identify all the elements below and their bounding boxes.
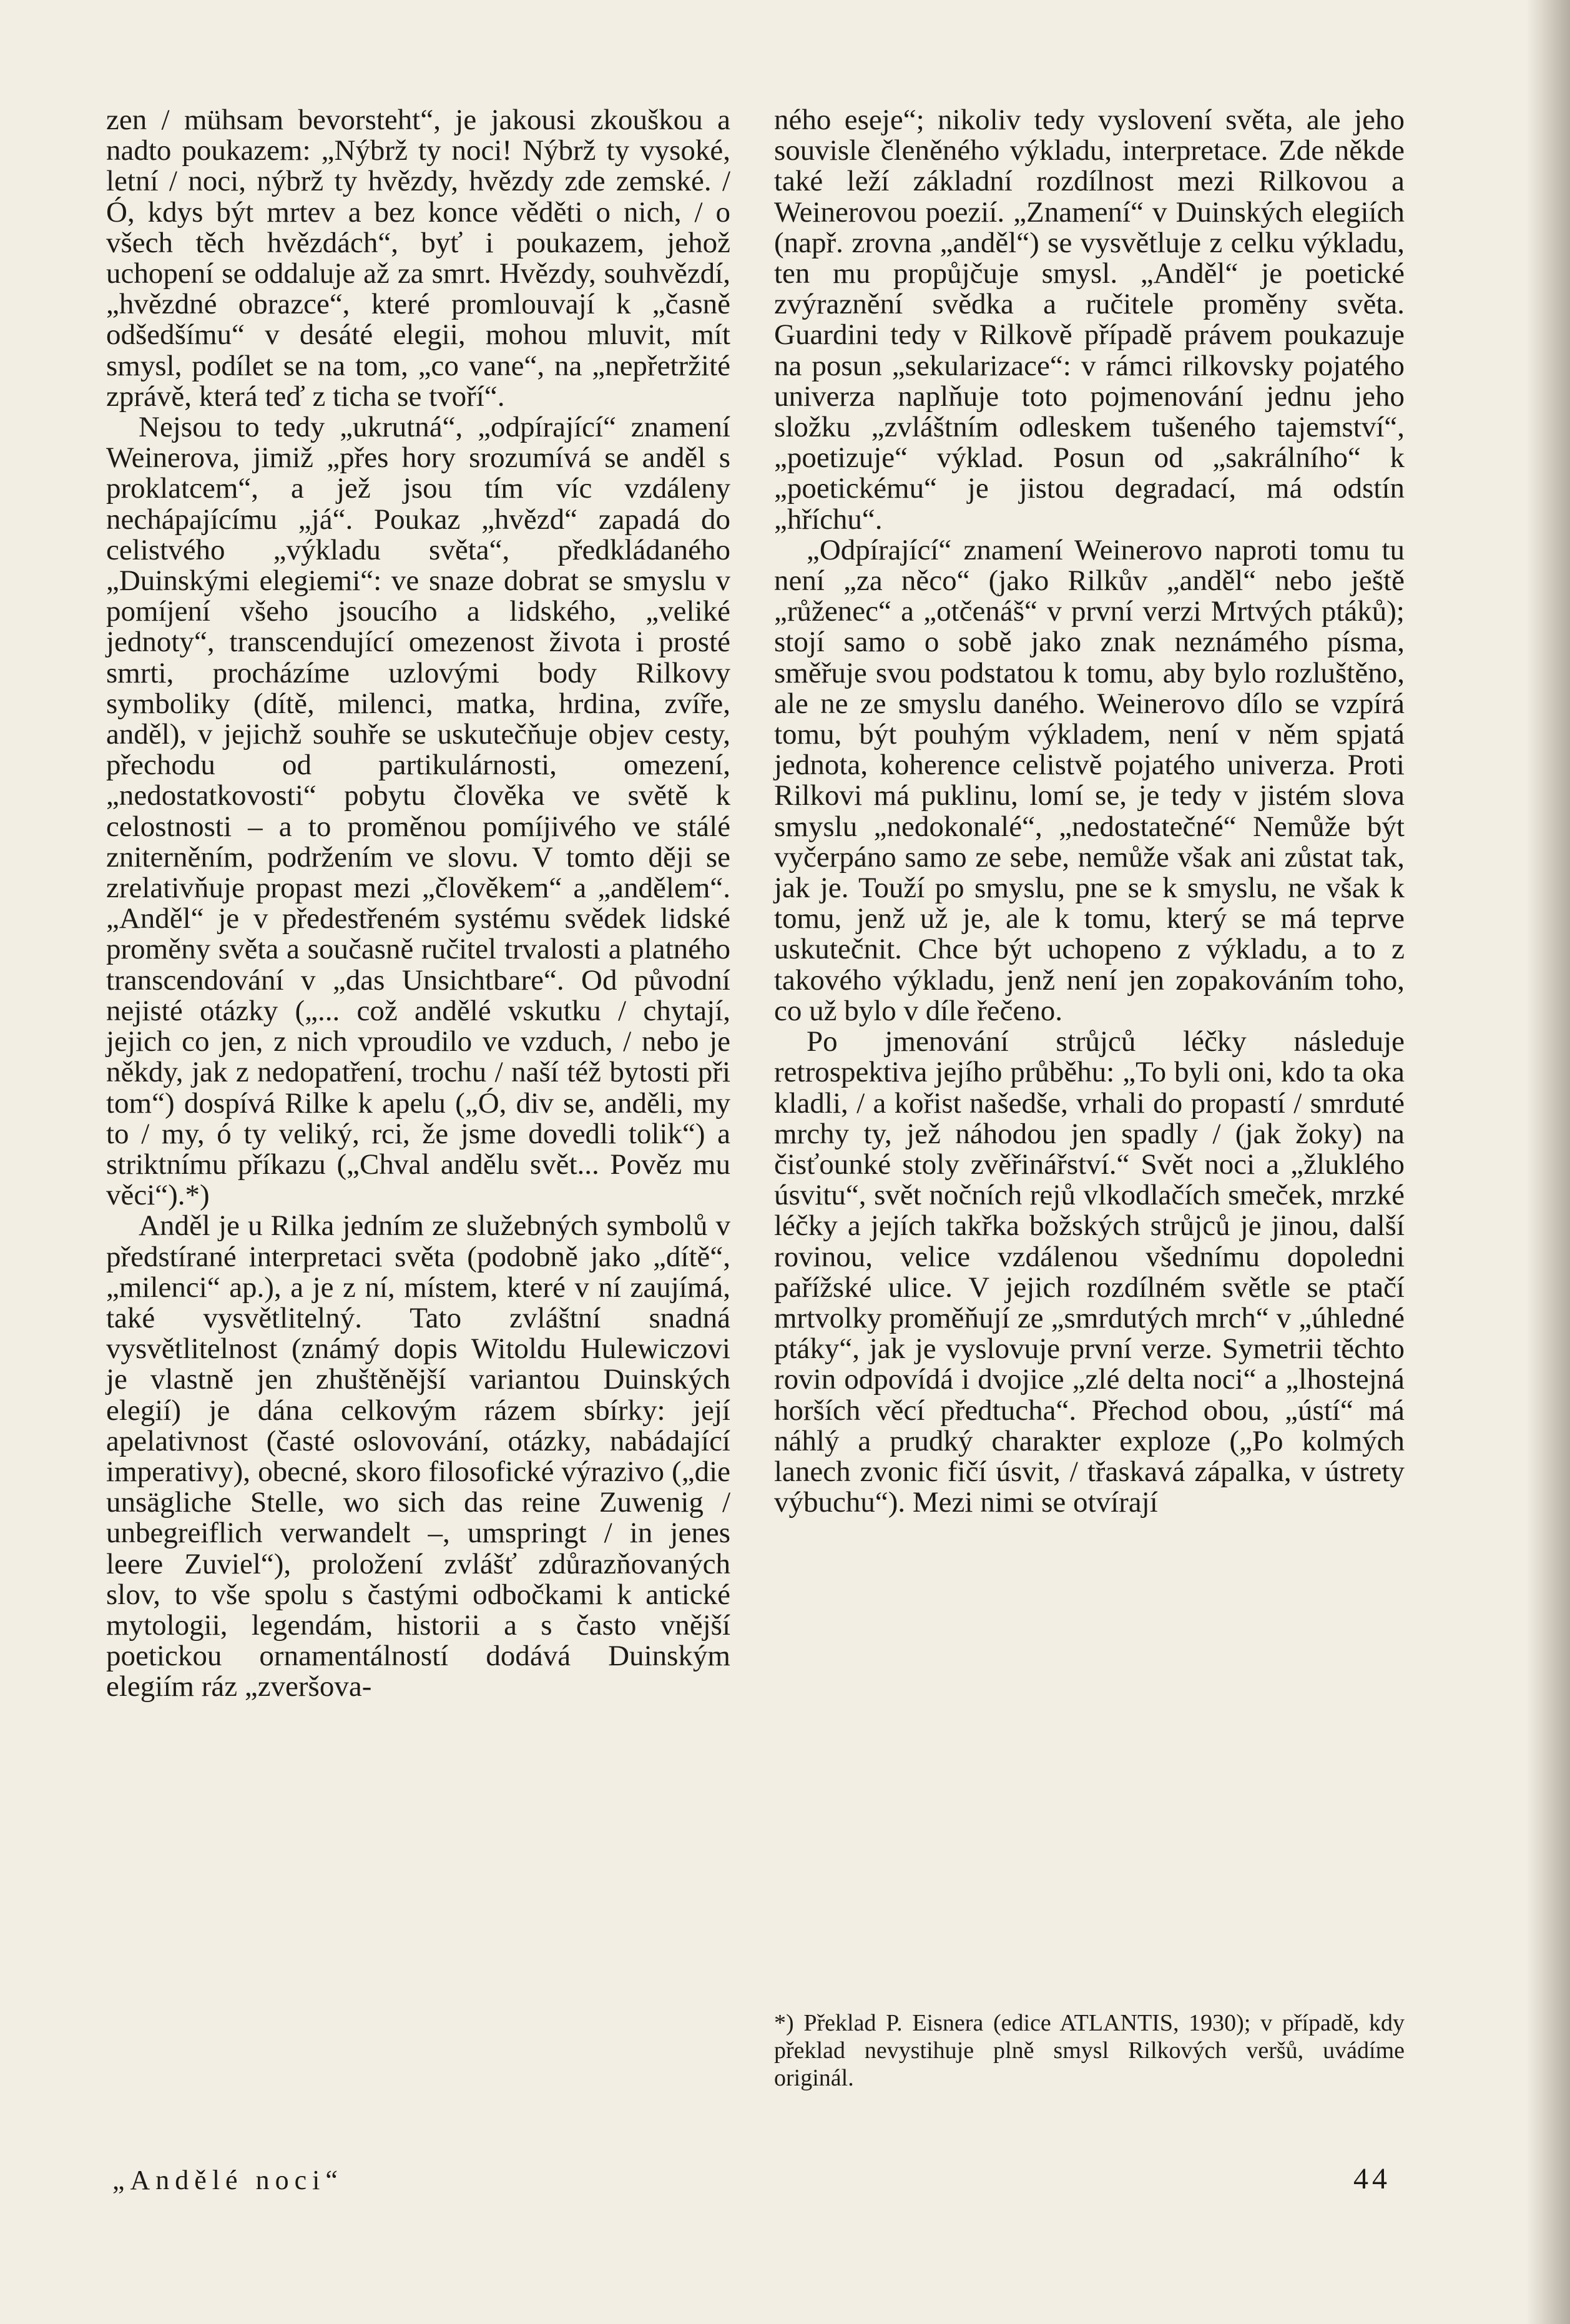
left-column <box>106 105 730 1703</box>
paragraph: zen / mühsam bevorsteht“, je jakousi zkouškou a nadto poukazem: „Nýbrž ty noci! Nýbrž ty vysoké, letní / noci, nýbrž ty hvězdy, hvězdy zde zemské. / Ó, kdys být mrtev a bez konce věděti o nich, / o všech těch hvězdách“, byť i poukazem, jehož uchopení se oddaluje až za smrt. Hvězdy, souhvězdí, „hvězdné obrazce“, které promlouvají k „časně odšedšímu“ v desáté elegii, mohou mluvit, mít smysl, podílet se na tom, „co vane“, na „nepřetržité zprávě, která teď z ticha se tvoří“. <box>106 104 730 413</box>
paragraph: Anděl je u Rilka jedním ze služebných symbolů v předstírané interpretaci světa (podobně jako „dítě“, „milenci“ ap.), a je z ní, místem, které v ní zaujímá, také vysvětlitelný. Tato zvláštní snadná vysvětlitelnost (známý dopis Witoldu Hulewiczovi je vlastně jen zhuštěnější variantou Duinských elegií) je dána celkovým rázem sbírky: její apelativnost (časté oslovování, otázky, nabádající imperativy), obecné, skoro filosofické výrazivo („die unsägliche Stelle, wo sich das reine Zuwenig / unbegreiflich verwandelt –, umspringt / in jenes leere Zuviel“), proložení zvlášť zdůrazňovaných slov, to vše spolu s častými odbočkami k antické mytologii, legendám, historii a s často vnější poetickou ornamentálností dodává Duinským elegiím ráz „zveršova- <box>106 1209 730 1703</box>
running-title: „Andělé noci“ <box>112 2165 343 2195</box>
paragraph: Nejsou to tedy „ukrutná“, „odpírající“ znamení Weinerova, jimiž „přes hory srozumívá se anděl s proklatcem“, a jež jsou tím víc vzdáleny nechápajícímu „já“. Poukaz „hvězd“ zapadá do celistvého „výkladu světa“, předkládaného „Duinskými elegiemi“: ve snaze dobrat se smyslu v pomíjení všeho jsoucího a lidského, „veliké jednoty“, transcendující omezenost života i prosté smrti, procházíme uzlovými body Rilkovy symboliky (dítě, milenci, matka, hrdina, zvíře, anděl), v jejichž souhře se uskutečňuje objev cesty, přechodu od partikulárnosti, omezení, „nedostatkovosti“ pobytu člověka ve světě k celostnosti – a to proměnou pomíjivého ve stálé zniterněním, podržením ve slovu. V tomto ději se zrelativňuje propast mezi „člověkem“ a „andělem“. „Anděl“ je v předestřeném systému svědek lidské proměny světa a současně ručitel trvalosti a platného transcendování v „das Unsichtbare“. Od původní nejisté otázky („... což andělé vskutku / chytají, jejich co jen, z nich vproudilo ve vzduch, / nebo je někdy, jak z nedopatření, trochu / naší též bytosti při tom“) dospívá Rilke k apelu („Ó, div se, anděli, my to / my, ó ty veliký, rci, že jsme dovedli tolik“) a striktnímu příkazu („Chval andělu svět... Pověz mu věci“).*) <box>106 411 730 1212</box>
paragraph: „Odpírající“ znamení Weinerovo naproti tomu tu není „za něco“ (jako Rilkův „anděl“ nebo ještě „růženec“ a „otčenáš“ v první verzi Mrtvých ptáků); stojí samo o sobě jako znak neznámého písma, směřuje svou podstatou k tomu, aby bylo rozluštěno, ale ne ze smyslu daného. Weinerovo dílo se vzpírá tomu, být pouhým výkladem, není v něm spjatá jednota, koherence celistvě pojatého univerza. Proti Rilkovi má puklinu, lomí se, je tedy v jistém slova smyslu „nedokonalé“, „nedostatečné“ Nemůže být vyčerpáno samo ze sebe, nemůže však ani zůstat tak, jak je. Touží po smyslu, pne se k smyslu, ne však k tomu, jenž už je, ale k tomu, který se má teprve uskutečnit. Chce být uchopeno z výkladu, a to z takového výkladu, jenž není jen zopakováním toho, co už bylo v díle řečeno. <box>774 533 1405 1027</box>
right-column <box>774 105 1405 1518</box>
page-edge-shadow <box>1526 0 1570 2324</box>
paragraph: Po jmenování strůjců léčky následuje retrospektiva jejího průběhu: „To byli oni, kdo ta oka kladli, / a kořist našedše, vrhali do propastí / smrduté mrchy ty, jež náhodou jen spadly / (jak žoky) na čisťounké stoly zvěřinářství.“ Svět noci a „žluklého úsvitu“, svět nočních rejů vlkodlačích smeček, mrzké léčky a jejích takřka božských strůjců je jinou, další rovinou, velice vzdálenou všednímu dopoledni pařížské ulice. V jejich rozdílném světle se ptačí mrtvolky proměňují ze „smrdutých mrch“ v „úhledné ptáky“, jak je vyslovuje první verze. Symetrii těchto rovin odpovídá i dvojice „zlé delta noci“ a „lhostejná horších věcí předtucha“. Přechod obou, „ústí“ má náhlý a prudký charakter exploze („Po kolmých lanech zvonic fičí úsvit, / třaskavá zápalka, v ústrety výbuchu“). Mezi nimi se otvírají <box>774 1025 1405 1519</box>
paragraph: ného eseje“; nikoliv tedy vyslovení světa, ale jeho souvisle členěného výkladu, interpretace. Zde někde také leží základní rozdílnost mezi Rilkovou a Weinerovou poezií. „Znamení“ v Duinských elegiích (např. zrovna „anděl“) se vysvětluje z celku výkladu, ten mu propůjčuje smysl. „Anděl“ je poetické zvýraznění svědka a ručitele proměny světa. Guardini tedy v Rilkově případě právem poukazuje na posun „sekularizace“: v rámci rilkovsky pojatého univerza naplňuje toto pojmenování jednu jeho složku „zvláštním odleskem tušeného tajemství“, „poetizuje“ výklad. Posun od „sakrálního“ k „poetickému“ je jistou degradací, má odstín „hříchu“. <box>774 104 1405 536</box>
footnote: *) Překlad P. Eisnera (edice ATLANTIS, 1930); v případě, kdy překlad nevystihuje plně smysl Rilkových veršů, uvádíme originál. <box>774 2010 1405 2091</box>
page-number: 44 <box>1353 2162 1391 2195</box>
